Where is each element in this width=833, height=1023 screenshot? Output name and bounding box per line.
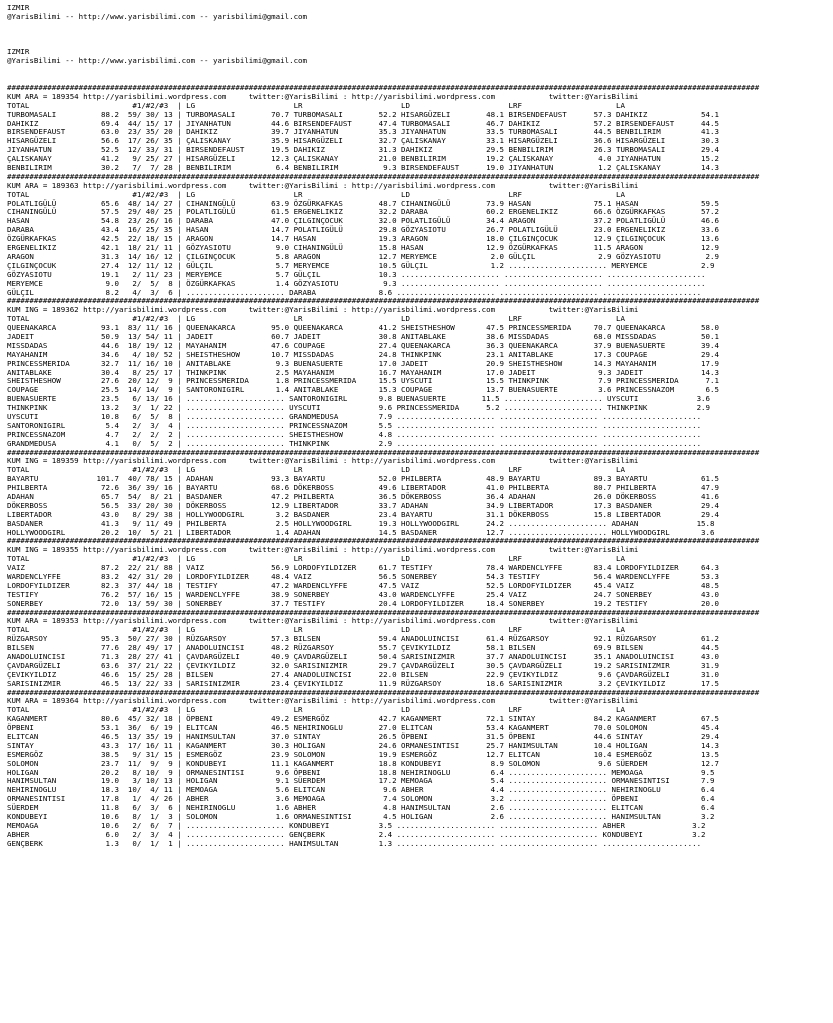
horse-row: HASAN 54.8 23/ 26/ 16 | DARABA 47.0 ÇILGINÇOCUK 32.0 POLATLIGÜLÜ 34.4 ARAGON 37.2 POLATLIGÜLÜ 46.6 [7, 216, 719, 226]
horse-row: JADEIT 50.9 13/ 54/ 11 | JADEIT 60.7 JADEIT 30.8 ANITABLAKE 38.6 MISSDADAS 68.0 MISSDADAS 50.1 [7, 331, 719, 341]
horse-row: TURBOMASALI 88.2 59/ 30/ 13 | TURBOMASALI 70.7 TURBOMASALI 52.2 HISARGÜZELI 48.1 BIRSENDEFAUST 57.3 DAHIKIZ 54.1 [7, 109, 719, 119]
race-header: KUM ING = 189359 http://yarisbilimi.wordpress.com twitter:@YarisBilimi : http://yarisbilimi.wordpress.com twitter:@YarisBilimi [7, 456, 639, 466]
horse-row: VAIZ 87.2 22/ 21/ 88 | VAIZ 56.9 LORDOFYILDIZER 61.7 TESTIFY 78.4 WARDENCLYFFE 83.4 LORDOFYILDIZER 64.3 [7, 563, 719, 573]
horse-row: MEMOAGA 10.6 2/ 6/ 7 | ...................... KONDUBEYI 3.5 ...................... ...................... ABHER 3.2 [7, 820, 706, 830]
horse-row: PRINCESSNAZOM 4.7 2/ 2/ 2 | ...................... SHEISTHESHOW 4.8 ...................... ...................... ...................... [7, 429, 702, 439]
horse-row: ANADOLUINCISI 71.3 28/ 27/ 41 | ÇAVDARGÜZELI 40.9 ÇAVDARGÜZELI 50.4 SARISINIZMIR 37.7 ANADOLUINCISI 35.1 ANADOLUINCISI 43.0 [7, 652, 719, 662]
horse-row: ÖPBENI 53.1 36/ 6/ 19 | ELITCAN 46.5 NEHIRINOGLU 27.0 ELITCAN 53.4 KAGANMERT 70.0 SOLOMON 45.4 [7, 723, 719, 733]
race-header: KUM ARA = 189353 http://yarisbilimi.wordpress.com twitter:@YarisBilimi : http://yarisbilimi.wordpress.com twitter:@YarisBilimi [7, 616, 639, 626]
race-header: KUM ING = 189362 http://yarisbilimi.wordpress.com twitter:@YarisBilimi : http://yarisbilimi.wordpress.com twitter:@YarisBilimi [7, 305, 639, 315]
column-header: TOTAL #1/#2/#3 | LG LR LD LRF LA [7, 705, 625, 715]
horse-row: ÇEVIKYILDIZ 46.6 15/ 25/ 28 | BILSEN 27.4 ANADOLUINCISI 22.0 BILSEN 22.9 ÇEVIKYILDIZ 9.6 ÇAVDARGÜZELI 31.0 [7, 669, 719, 679]
horse-row: ESMERGÖZ 38.5 9/ 31/ 15 | ESMERGÖZ 23.9 SOLOMON 19.9 ESMERGÖZ 12.7 ELITCAN 10.4 ESMERGÖZ 13.5 [7, 749, 719, 759]
horse-row: ELITCAN 46.5 13/ 35/ 19 | HANIMSULTAN 37.0 SINTAY 26.5 ÖPBENI 31.5 ÖPBENI 44.6 SINTAY 29.4 [7, 732, 719, 742]
race-header: KUM ING = 189355 http://yarisbilimi.wordpress.com twitter:@YarisBilimi : http://yarisbilimi.wordpress.com twitter:@YarisBilimi [7, 545, 639, 555]
horse-row: PRINCESSMERIDA 32.7 11/ 16/ 10 | ANITABLAKE 9.3 BUENASUERTE 17.0 JADEIT 20.9 SHEISTHESHOW 14.3 MAYAHANIM 17.9 [7, 358, 719, 368]
horse-row: SÜERDEM 11.8 6/ 3/ 6 | NEHIRINOGLU 1.6 ABHER 4.8 HANIMSULTAN 2.6 ...................... ELITCAN 6.4 [7, 803, 715, 813]
column-header: TOTAL #1/#2/#3 | LG LR LD LRF LA [7, 189, 625, 199]
horse-row: POLATLIGÜLÜ 65.6 48/ 14/ 27 | CIHANINGÜLÜ 63.9 ÖZGÜRKAFKAS 48.7 CIHANINGÜLÜ 73.9 HASAN 75.1 HASAN 59.5 [7, 198, 719, 208]
horse-row: ÇILGINÇOCUK 27.4 12/ 11/ 12 | GÜLÇIL 5.7 MERYEMCE 10.5 GÜLÇIL 1.2 ...................... MERYEMCE 2.9 [7, 260, 715, 270]
horse-row: THINKPINK 13.2 3/ 1/ 22 | ...................... UYSCUTI 9.6 PRINCESSMERIDA 5.2 ...................... THINKPINK 2.9 [7, 403, 711, 413]
horse-row: BIRSENDEFAUST 63.0 23/ 35/ 20 | DAHIKIZ 39.7 JIYANHATUN 35.3 JIYANHATUN 33.5 TURBOMASALI 44.5 BENBILIRIM 41.3 [7, 127, 719, 137]
section-divider: ######################################################################################################################################################################## [7, 687, 760, 697]
column-header: TOTAL #1/#2/#3 | LG LR LD LRF LA [7, 100, 625, 110]
horse-row: BUENASUERTE 23.5 6/ 13/ 16 | ...................... SANTORONIGIRL 9.8 BUENASUERTE 11.5 ...................... UYSCUTI 3.6 [7, 394, 711, 404]
column-header: TOTAL #1/#2/#3 | LG LR LD LRF LA [7, 625, 625, 635]
contact-line: @YarisBilimi -- http://www.yarisbilimi.com -- yarisbilimi@gmail.com [7, 56, 308, 66]
horse-row: KONDUBEYI 10.6 8/ 1/ 3 | SOLOMON 1.6 ORMANESINTISI 4.5 HOLIGAN 2.6 ...................... HANIMSULTAN 3.2 [7, 812, 715, 822]
horse-row: HISARGÜZELI 56.6 17/ 26/ 35 | ÇALISKANAY 35.9 HISARGÜZELI 32.7 ÇALISKANAY 33.1 HISARGÜZELI 36.6 HISARGÜZELI 30.3 [7, 136, 719, 146]
column-header: TOTAL #1/#2/#3 | LG LR LD LRF LA [7, 465, 625, 475]
section-divider: ######################################################################################################################################################################## [7, 607, 760, 617]
horse-row: KAGANMERT 80.6 45/ 32/ 18 | ÖPBENI 49.2 ESMERGÖZ 42.7 KAGANMERT 72.1 SINTAY 84.2 KAGANMERT 67.5 [7, 714, 719, 724]
horse-row: HOLLYWOODGIRL 20.2 10/ 5/ 21 | LIBERTADOR 1.4 ADAHAN 14.5 BASDANER 12.7 ...................... HOLLYWOODGIRL 3.6 [7, 527, 715, 537]
horse-row: ÇAVDARGÜZELI 63.6 37/ 21/ 22 | ÇEVIKYILDIZ 32.0 SARISINIZMIR 29.7 ÇAVDARGÜZELI 30.5 ÇAVDARGÜZELI 19.2 SARISINIZMIR 31.9 [7, 660, 719, 670]
horse-row: PHILBERTA 72.6 36/ 39/ 16 | BAYARTU 68.6 DÖKERBOSS 49.6 LIBERTADOR 41.0 PHILBERTA 80.7 PHILBERTA 47.9 [7, 483, 719, 493]
horse-row: DARABA 43.4 16/ 25/ 35 | HASAN 14.7 POLATLIGÜLÜ 29.8 GÖZYASIOTU 26.7 POLATLIGÜLÜ 23.0 ERGENELIKIZ 33.6 [7, 225, 719, 235]
horse-row: GÖZYASIOTU 19.1 2/ 11/ 23 | MERYEMCE 5.7 GÜLÇIL 10.3 ...................... ...................... ...................... [7, 269, 706, 279]
horse-row: JIYANHATUN 52.5 12/ 33/ 31 | BIRSENDEFAUST 19.5 DAHIKIZ 31.3 DAHIKIZ 29.5 BENBILIRIM 26.3 TURBOMASALI 29.4 [7, 145, 719, 155]
section-divider: ######################################################################################################################################################################## [7, 536, 760, 546]
horse-row: UYSCUTI 10.8 6/ 5/ 8 | ...................... GRANDMEDUSA 7.9 ...................... ...................... ...................... [7, 411, 702, 421]
horse-row: MISSDADAS 44.6 18/ 19/ 12 | MAYAHANIM 47.6 COUPAGE 27.4 QUEENAKARCA 36.3 QUEENAKARCA 37.9 BUENASUERTE 39.4 [7, 340, 719, 350]
section-divider: ######################################################################################################################################################################## [7, 171, 760, 181]
column-header: TOTAL #1/#2/#3 | LG LR LD LRF LA [7, 554, 625, 564]
horse-row: RÜZGARSOY 95.3 50/ 27/ 30 | RÜZGARSOY 57.3 BILSEN 59.4 ANADOLUINCISI 61.4 RÜZGARSOY 92.1 RÜZGARSOY 61.2 [7, 634, 719, 644]
horse-row: DAHIKIZ 69.4 44/ 15/ 17 | JIYANHATUN 44.6 BIRSENDEFAUST 47.4 TURBOMASALI 46.7 DAHIKIZ 57.2 BIRSENDEFAUST 44.5 [7, 118, 719, 128]
horse-row: SANTORONIGIRL 5.4 2/ 3/ 4 | ...................... PRINCESSNAZOM 5.5 ...................... ...................... ...................... [7, 420, 702, 430]
blank-line [7, 22, 833, 31]
horse-row: SARISINIZMIR 46.5 13/ 22/ 33 | SARISINIZMIR 23.4 ÇEVIKYILDIZ 11.9 RÜZGARSOY 18.6 SARISINIZMIR 3.2 ÇEVIKYILDIZ 17.5 [7, 678, 719, 688]
horse-row: GENÇBERK 1.3 0/ 1/ 1 | ...................... HANIMSULTAN 1.3 ...................... ...................... ...................... [7, 838, 702, 848]
horse-row: NEHIRINOGLU 18.3 10/ 4/ 11 | MEMOAGA 5.6 ELITCAN 9.6 ABHER 4.4 ...................... NEHIRINOGLU 6.4 [7, 785, 715, 795]
section-divider: ######################################################################################################################################################################## [7, 447, 760, 457]
horse-row: ANITABLAKE 30.4 8/ 25/ 17 | THINKPINK 2.5 MAYAHANIM 16.7 MAYAHANIM 17.0 JADEIT 9.3 JADEIT 14.3 [7, 367, 719, 377]
horse-row: ÖZGÜRKAFKAS 42.5 22/ 18/ 15 | ARAGON 14.7 HASAN 19.3 ARAGON 18.0 ÇILGINÇOCUK 12.9 ÇILGINÇOCUK 13.6 [7, 234, 719, 244]
track-title: IZMIR [7, 3, 30, 12]
blank-line [7, 40, 833, 49]
horse-row: ORMANESINTISI 17.8 1/ 4/ 26 | ABHER 3.6 MEMOAGA 7.4 SOLOMON 3.2 ...................... ÖPBENI 6.4 [7, 794, 715, 804]
horse-row: SHEISTHESHOW 27.6 20/ 12/ 9 | PRINCESSMERIDA 1.8 PRINCESSMERIDA 15.5 UYSCUTI 15.5 THINKPINK 7.9 PRINCESSMERIDA 7.1 [7, 376, 719, 386]
horse-row: MAYAHANIM 34.6 4/ 10/ 52 | SHEISTHESHOW 10.7 MISSDADAS 24.8 THINKPINK 23.1 ANITABLAKE 17.3 COUPAGE 29.4 [7, 349, 719, 359]
horse-row: QUEENAKARCA 93.1 83/ 11/ 16 | QUEENAKARCA 95.0 QUEENAKARCA 41.2 SHEISTHESHOW 47.5 PRINCESSMERIDA 70.7 QUEENAKARCA 58.0 [7, 323, 719, 333]
horse-row: COUPAGE 25.5 14/ 14/ 9 | SANTORONIGIRL 1.4 ANITABLAKE 15.3 COUPAGE 13.7 BUENASUERTE 3.6 PRINCESSNAZOM 6.5 [7, 385, 719, 395]
horse-row: ARAGON 31.3 14/ 16/ 12 | ÇILGINÇOCUK 5.8 ARAGON 12.7 MERYEMCE 2.0 GÜLÇIL 2.9 GÖZYASIOTU 2.9 [7, 251, 719, 261]
horse-row: DÖKERBOSS 56.5 33/ 20/ 30 | DÖKERBOSS 12.9 LIBERTADOR 33.7 ADAHAN 34.9 LIBERTADOR 17.3 BASDANER 29.4 [7, 500, 719, 510]
track-title: IZMIR [7, 47, 30, 57]
horse-row: ADAHAN 65.7 54/ 8/ 21 | BASDANER 47.2 PHILBERTA 36.5 DÖKERBOSS 36.4 ADAHAN 26.0 DÖKERBOSS 41.6 [7, 491, 719, 501]
section-divider: ######################################################################################################################################################################## [7, 296, 760, 306]
horse-row: SONERBEY 72.0 13/ 59/ 30 | SONERBEY 37.7 TESTIFY 20.4 LORDOFYILDIZER 18.4 SONERBEY 19.2 TESTIFY 20.0 [7, 598, 719, 608]
horse-row: BENBILIRIM 30.2 7/ 7/ 28 | BENBILIRIM 6.4 BENBILIRIM 9.3 BIRSENDEFAUST 19.0 JIYANHATUN 1.2 ÇALISKANAY 14.3 [7, 163, 719, 173]
horse-row: TESTIFY 76.2 57/ 16/ 15 | WARDENCLYFFE 38.9 SONERBEY 43.0 WARDENCLYFFE 25.4 VAIZ 24.7 SONERBEY 43.0 [7, 589, 719, 599]
horse-row: HOLIGAN 20.2 8/ 10/ 9 | ORMANESINTISI 9.6 ÖPBENI 18.8 NEHIRINOGLU 6.4 ...................... MEMOAGA 9.5 [7, 767, 715, 777]
blank-line [7, 31, 833, 40]
contact-line: @YarisBilimi -- http://www.yarisbilimi.com -- yarisbilimi@gmail.com [7, 11, 308, 21]
blank-line [7, 66, 833, 75]
horse-row: BAYARTU 101.7 40/ 78/ 15 | ADAHAN 93.3 BAYARTU 52.0 PHILBERTA 48.9 BAYARTU 89.3 BAYARTU 61.5 [7, 474, 719, 484]
horse-row: BASDANER 41.3 9/ 11/ 49 | PHILBERTA 2.5 HOLLYWOODGIRL 19.3 HOLLYWOODGIRL 24.2 ...................... ADAHAN 15.8 [7, 518, 715, 528]
horse-row: SINTAY 43.3 17/ 16/ 11 | KAGANMERT 30.3 HOLIGAN 24.6 ORMANESINTISI 25.7 HANIMSULTAN 10.4 HOLIGAN 14.3 [7, 740, 719, 750]
horse-row: MERYEMCE 9.0 2/ 5/ 8 | ÖZGÜRKAFKAS 1.4 GÖZYASIOTU 9.3 ...................... ...................... ...................... [7, 278, 706, 288]
horse-row: LIBERTADOR 43.0 8/ 29/ 38 | HOLLYWOODGIRL 3.2 BASDANER 23.4 BAYARTU 31.1 DÖKERBOSS 15.8 LIBERTADOR 29.4 [7, 509, 719, 519]
section-divider: ######################################################################################################################################################################## [7, 83, 760, 93]
column-header: TOTAL #1/#2/#3 | LG LR LD LRF LA [7, 314, 625, 324]
horse-row: ABHER 6.0 2/ 3/ 4 | ...................... GENÇBERK 2.4 ...................... ...................... KONDUBEYI 3.2 [7, 829, 706, 839]
horse-row: GRANDMEDUSA 4.1 0/ 5/ 2 | ...................... THINKPINK 2.9 ...................... ...................... ...................... [7, 438, 702, 448]
race-header: KUM ARA = 189364 http://yarisbilimi.wordpress.com twitter:@YarisBilimi : http://yarisbilimi.wordpress.com twitter:@YarisBilimi [7, 696, 639, 706]
race-header: KUM ARA = 189354 http://yarisbilimi.wordpress.com twitter:@YarisBilimi : http://yarisbilimi.wordpress.com twitter:@YarisBilimi [7, 91, 639, 101]
horse-row: LORDOFYILDIZER 82.3 37/ 44/ 18 | TESTIFY 47.2 WARDENCLYFFE 47.5 VAIZ 52.5 LORDOFYILDIZER 45.4 VAIZ 48.5 [7, 580, 719, 590]
horse-row: GÜLÇIL 8.2 4/ 3/ 6 | ...................... DARABA 8.6 ...................... ...................... ...................... [7, 287, 702, 297]
horse-row: BILSEN 77.6 28/ 49/ 17 | ANADOLUINCISI 48.2 RÜZGARSOY 55.7 ÇEVIKYILDIZ 58.1 BILSEN 69.9 BILSEN 44.5 [7, 643, 719, 653]
horse-row: ERGENELIKIZ 42.1 18/ 21/ 11 | GÖZYASIOTU 9.0 CIHANINGÜLÜ 15.8 HASAN 12.9 ÖZGÜRKAFKAS 11.5 ARAGON 12.9 [7, 243, 719, 253]
race-header: KUM ARA = 189363 http://yarisbilimi.wordpress.com twitter:@YarisBilimi : http://yarisbilimi.wordpress.com twitter:@YarisBilimi [7, 180, 639, 190]
horse-row: WARDENCLYFFE 83.2 42/ 31/ 20 | LORDOFYILDIZER 48.4 VAIZ 56.5 SONERBEY 54.3 TESTIFY 56.4 WARDENCLYFFE 53.3 [7, 572, 719, 581]
horse-row: HANIMSULTAN 19.0 3/ 10/ 13 | HOLIGAN 9.1 SÜERDEM 17.2 MEMOAGA 5.4 ...................... ORMANESINTISI 7.9 [7, 776, 715, 786]
horse-row: ÇALISKANAY 41.2 9/ 25/ 27 | HISARGÜZELI 12.3 ÇALISKANAY 21.0 BENBILIRIM 19.2 ÇALISKANAY 4.0 JIYANHATUN 15.2 [7, 154, 719, 164]
horse-row: CIHANINGÜLÜ 57.5 29/ 40/ 25 | POLATLIGÜLÜ 61.5 ERGENELIKIZ 32.2 DARABA 60.2 ERGENELIKIZ 66.6 ÖZGÜRKAFKAS 57.2 [7, 207, 719, 217]
horse-row: SOLOMON 23.7 11/ 9/ 9 | KONDUBEYI 11.1 KAGANMERT 18.8 KONDUBEYI 8.9 SOLOMON 9.6 SÜERDEM 12.7 [7, 758, 719, 768]
